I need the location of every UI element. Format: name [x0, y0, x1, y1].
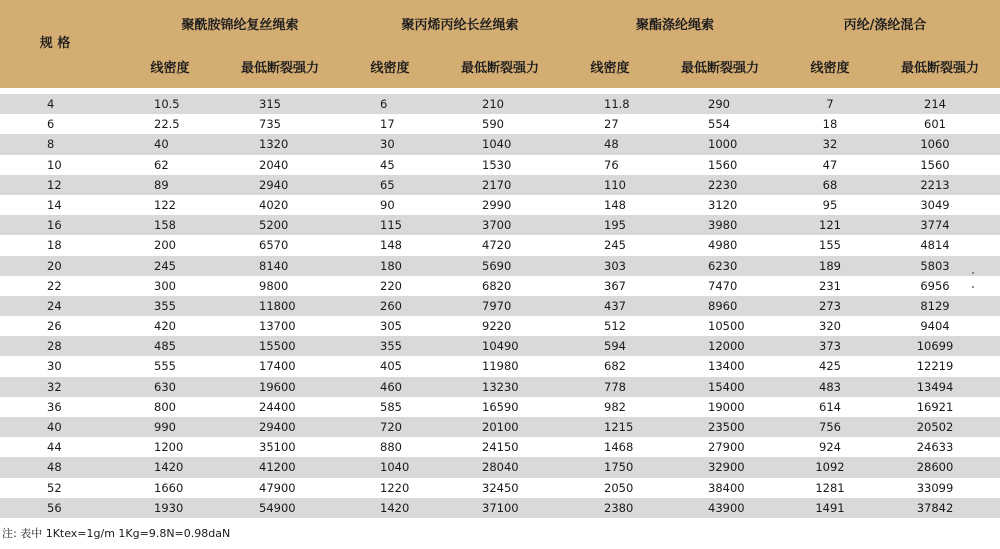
cell-nylon-density: 1660 — [154, 480, 184, 495]
cell-pp-density: 1220 — [380, 480, 410, 495]
cell-nylon-density: 40 — [154, 137, 169, 152]
cell-nylon-density: 355 — [154, 298, 176, 313]
cell-spec: 48 — [47, 460, 62, 475]
cell-nylon-density: 300 — [154, 278, 176, 293]
cell-pp-density: 585 — [380, 399, 402, 414]
cell-pp-density: 30 — [380, 137, 395, 152]
cell-mixed-density: 189 — [819, 258, 841, 273]
cell-nylon-strength: 2940 — [259, 177, 289, 192]
table-row — [0, 94, 1000, 114]
cell-pp-density: 148 — [380, 238, 402, 253]
cell-spec: 24 — [47, 298, 62, 313]
subheader-strength-3: 最低断裂强力 — [680, 61, 759, 76]
cell-pet-density: 2050 — [604, 480, 634, 495]
cell-spec: 20 — [47, 258, 62, 273]
table-row — [0, 336, 1000, 356]
cell-pp-density: 880 — [380, 440, 402, 455]
cell-pet-density: 982 — [604, 399, 626, 414]
cell-mixed-density: 1092 — [815, 460, 845, 475]
cell-pet-density: 76 — [604, 157, 619, 172]
subheader-density-2: 线密度 — [370, 61, 410, 76]
cell-mixed-strength: 6956 — [920, 278, 950, 293]
cell-pp-strength: 2170 — [482, 177, 512, 192]
cell-nylon-strength: 1320 — [259, 137, 289, 152]
cell-pp-strength: 32450 — [482, 480, 519, 495]
speck — [972, 286, 974, 288]
cell-pet-strength: 7470 — [708, 278, 738, 293]
cell-mixed-density: 614 — [819, 399, 841, 414]
cell-mixed-strength: 1060 — [920, 137, 950, 152]
cell-mixed-density: 155 — [819, 238, 841, 253]
cell-pet-strength: 32900 — [708, 460, 745, 475]
cell-pp-strength: 28040 — [482, 460, 519, 475]
cell-pp-density: 1420 — [380, 500, 410, 515]
speck — [972, 272, 974, 274]
cell-nylon-density: 485 — [154, 339, 176, 354]
cell-pet-density: 195 — [604, 218, 626, 233]
cell-mixed-strength: 8129 — [920, 298, 950, 313]
subheader-strength-4: 最低断裂强力 — [900, 61, 979, 76]
cell-pp-strength: 20100 — [482, 420, 519, 434]
table-row — [0, 256, 1000, 276]
cell-nylon-density: 245 — [154, 258, 176, 273]
cell-pet-density: 594 — [604, 339, 626, 354]
cell-mixed-density: 320 — [819, 319, 841, 334]
cell-pp-strength: 1530 — [482, 157, 512, 172]
subheader-density-3: 线密度 — [590, 61, 630, 76]
cell-nylon-strength: 17400 — [259, 359, 296, 374]
cell-pet-strength: 13400 — [708, 359, 745, 374]
cell-mixed-strength: 9404 — [920, 319, 950, 334]
cell-mixed-density: 231 — [819, 278, 841, 293]
table-row — [0, 498, 1000, 518]
cell-mixed-strength: 12219 — [916, 359, 954, 374]
cell-pet-density: 367 — [604, 278, 626, 293]
table-row — [0, 417, 1000, 437]
cell-pet-density: 27 — [604, 117, 619, 132]
cell-nylon-density: 62 — [154, 157, 169, 172]
table-row — [0, 175, 1000, 195]
subheader-strength-2: 最低断裂强力 — [460, 61, 539, 76]
cell-spec: 18 — [47, 238, 62, 253]
cell-pet-density: 512 — [604, 319, 626, 334]
cell-mixed-density: 95 — [822, 197, 838, 212]
cell-nylon-strength: 47900 — [259, 480, 296, 495]
cell-pp-density: 460 — [380, 379, 402, 394]
cell-spec: 56 — [47, 500, 62, 515]
cell-pet-strength: 27900 — [708, 440, 745, 455]
table-row — [0, 134, 1000, 154]
cell-nylon-density: 122 — [154, 197, 176, 212]
cell-mixed-density: 1281 — [815, 480, 845, 495]
table-row — [0, 155, 1000, 175]
cell-pp-density: 45 — [380, 157, 395, 172]
table-row — [0, 114, 1000, 134]
cell-mixed-strength: 20502 — [916, 420, 954, 434]
cell-pp-density: 220 — [380, 278, 402, 293]
cell-pp-strength: 24150 — [482, 440, 519, 455]
cell-pp-density: 17 — [380, 117, 395, 132]
cell-pp-density: 355 — [380, 339, 402, 354]
cell-pet-strength: 290 — [708, 97, 730, 111]
table-row — [0, 377, 1000, 397]
cell-pet-density: 110 — [604, 177, 626, 192]
group-header-polypropylene: 聚丙烯丙纶长丝绳索 — [401, 18, 519, 33]
cell-mixed-strength: 214 — [924, 97, 946, 111]
table-row — [0, 316, 1000, 336]
cell-nylon-strength: 24400 — [259, 399, 296, 414]
table-row — [0, 276, 1000, 296]
cell-pp-strength: 590 — [482, 117, 504, 132]
cell-pet-strength: 19000 — [708, 399, 745, 414]
cell-pet-density: 48 — [604, 137, 619, 152]
cell-spec: 8 — [47, 137, 55, 152]
cell-pp-strength: 37100 — [482, 500, 519, 515]
subheader-strength-1: 最低断裂强力 — [240, 61, 319, 76]
cell-nylon-strength: 19600 — [259, 379, 296, 394]
cell-pp-strength: 9220 — [482, 319, 512, 334]
cell-mixed-strength: 3774 — [920, 218, 950, 233]
cell-spec: 40 — [47, 420, 62, 434]
cell-nylon-density: 1930 — [154, 500, 184, 515]
cell-mixed-strength: 24633 — [916, 440, 954, 455]
cell-mixed-strength: 5803 — [920, 258, 950, 273]
cell-nylon-density: 1200 — [154, 440, 184, 455]
cell-nylon-strength: 35100 — [259, 440, 296, 455]
cell-pet-density: 11.8 — [604, 97, 630, 111]
cell-mixed-strength: 3049 — [920, 197, 950, 212]
cell-pet-strength: 10500 — [708, 319, 745, 334]
cell-pp-strength: 3700 — [482, 218, 512, 233]
cell-nylon-density: 800 — [154, 399, 176, 414]
group-header-mixed: 丙纶/涤纶混合 — [843, 18, 927, 33]
table-header — [0, 0, 1000, 88]
cell-pet-strength: 3120 — [708, 197, 738, 212]
table-body — [0, 94, 1000, 518]
cell-nylon-density: 22.5 — [154, 117, 180, 132]
cell-nylon-strength: 6570 — [259, 238, 289, 253]
cell-mixed-density: 924 — [819, 440, 841, 455]
table-row — [0, 437, 1000, 457]
cell-spec: 30 — [47, 359, 62, 374]
cell-pet-strength: 23500 — [708, 420, 745, 434]
cell-pp-strength: 16590 — [482, 399, 519, 414]
cell-pet-strength: 6230 — [708, 258, 738, 273]
cell-pet-strength: 3980 — [708, 218, 738, 233]
cell-nylon-strength: 8140 — [259, 258, 289, 273]
cell-spec: 44 — [47, 440, 62, 455]
cell-pp-strength: 13230 — [482, 379, 519, 394]
table-row — [0, 478, 1000, 498]
cell-pet-density: 437 — [604, 298, 626, 313]
cell-spec: 22 — [47, 278, 62, 293]
cell-mixed-density: 121 — [819, 218, 841, 233]
cell-pet-density: 245 — [604, 238, 626, 253]
cell-spec: 26 — [47, 319, 62, 334]
cell-pet-strength: 43900 — [708, 500, 745, 515]
spec-header: 规 格 — [39, 36, 71, 51]
footnote: 注: 表中 1Ktex=1g/m 1Kg=9.8N=0.98daN — [2, 527, 231, 540]
cell-spec: 36 — [47, 399, 62, 414]
subheader-density-1: 线密度 — [150, 61, 190, 76]
cell-pet-density: 1215 — [604, 420, 634, 434]
table-row — [0, 215, 1000, 235]
cell-pet-strength: 8960 — [708, 298, 738, 313]
cell-pp-strength: 4720 — [482, 238, 512, 253]
cell-nylon-strength: 41200 — [259, 460, 296, 475]
cell-mixed-strength: 37842 — [916, 500, 954, 515]
cell-pp-strength: 1040 — [482, 137, 512, 152]
cell-mixed-strength: 1560 — [920, 157, 950, 172]
cell-mixed-density: 1491 — [815, 500, 845, 515]
cell-pet-strength: 4980 — [708, 238, 738, 253]
cell-pp-density: 405 — [380, 359, 402, 374]
cell-pp-density: 305 — [380, 319, 402, 334]
cell-nylon-strength: 5200 — [259, 218, 289, 233]
cell-mixed-density: 373 — [819, 339, 841, 354]
cell-spec: 28 — [47, 339, 62, 354]
cell-nylon-density: 555 — [154, 359, 176, 374]
cell-pet-strength: 1560 — [708, 157, 738, 172]
cell-pet-density: 148 — [604, 197, 626, 212]
cell-spec: 32 — [47, 379, 62, 394]
cell-pp-strength: 210 — [482, 97, 504, 111]
cell-spec: 14 — [47, 197, 62, 212]
cell-mixed-strength: 2213 — [920, 177, 950, 192]
cell-nylon-strength: 11800 — [259, 298, 296, 313]
cell-mixed-strength: 4814 — [920, 238, 950, 253]
table-row — [0, 296, 1000, 316]
cell-pp-strength: 2990 — [482, 197, 512, 212]
cell-mixed-strength: 10699 — [916, 339, 954, 354]
table-row — [0, 195, 1000, 215]
cell-nylon-density: 1420 — [154, 460, 184, 475]
cell-nylon-strength: 2040 — [259, 157, 289, 172]
cell-pp-density: 6 — [380, 97, 388, 111]
cell-mixed-density: 756 — [819, 420, 841, 434]
subheader-density-4: 线密度 — [810, 61, 850, 76]
cell-pp-density: 180 — [380, 258, 402, 273]
cell-nylon-density: 158 — [154, 218, 176, 233]
cell-mixed-strength: 16921 — [916, 399, 954, 414]
cell-nylon-density: 89 — [154, 177, 169, 192]
cell-spec: 10 — [47, 157, 62, 172]
cell-spec: 12 — [47, 177, 62, 192]
cell-mixed-density: 425 — [819, 359, 841, 374]
cell-mixed-density: 7 — [826, 97, 834, 111]
cell-pet-density: 2380 — [604, 500, 634, 515]
cell-pet-density: 682 — [604, 359, 626, 374]
cell-mixed-density: 483 — [819, 379, 841, 394]
cell-pp-strength: 5690 — [482, 258, 512, 273]
cell-nylon-strength: 9800 — [259, 278, 289, 293]
cell-nylon-strength: 13700 — [259, 319, 296, 334]
table-row — [0, 235, 1000, 255]
cell-mixed-strength: 28600 — [916, 460, 954, 475]
cell-pet-density: 1750 — [604, 460, 634, 475]
cell-nylon-strength: 29400 — [259, 420, 296, 434]
cell-pet-strength: 38400 — [708, 480, 745, 495]
cell-pp-density: 115 — [380, 218, 402, 233]
table-row — [0, 356, 1000, 376]
cell-nylon-strength: 54900 — [259, 500, 296, 515]
cell-pp-density: 90 — [380, 197, 395, 212]
cell-pp-strength: 10490 — [482, 339, 519, 354]
group-header-polyester: 聚酯涤纶绳索 — [635, 18, 714, 33]
cell-nylon-density: 420 — [154, 319, 176, 334]
cell-pp-strength: 6820 — [482, 278, 512, 293]
cell-nylon-strength: 315 — [259, 97, 281, 111]
table-row — [0, 457, 1000, 477]
cell-pet-strength: 2230 — [708, 177, 738, 192]
group-header-nylon: 聚酰胺锦纶复丝绳索 — [181, 18, 299, 33]
cell-pet-strength: 554 — [708, 117, 730, 132]
cell-pet-strength: 15400 — [708, 379, 745, 394]
cell-pet-strength: 12000 — [708, 339, 745, 354]
cell-pp-density: 1040 — [380, 460, 410, 475]
cell-mixed-strength: 13494 — [916, 379, 954, 394]
cell-nylon-density: 10.5 — [154, 97, 180, 111]
table-row — [0, 397, 1000, 417]
cell-nylon-density: 990 — [154, 420, 176, 434]
cell-mixed-density: 273 — [819, 298, 841, 313]
cell-mixed-strength: 601 — [924, 117, 946, 132]
cell-nylon-strength: 4020 — [259, 197, 289, 212]
cell-mixed-density: 47 — [822, 157, 838, 172]
cell-pet-strength: 1000 — [708, 137, 738, 152]
cell-nylon-density: 200 — [154, 238, 176, 253]
cell-nylon-strength: 15500 — [259, 339, 296, 354]
cell-spec: 4 — [47, 97, 55, 111]
cell-mixed-density: 32 — [822, 137, 838, 152]
cell-nylon-strength: 735 — [259, 117, 281, 132]
cell-nylon-density: 630 — [154, 379, 176, 394]
cell-pet-density: 778 — [604, 379, 626, 394]
cell-spec: 52 — [47, 480, 62, 495]
cell-pp-strength: 7970 — [482, 298, 512, 313]
cell-pp-density: 65 — [380, 177, 395, 192]
cell-pp-density: 260 — [380, 298, 402, 313]
cell-mixed-density: 68 — [822, 177, 838, 192]
cell-spec: 6 — [47, 117, 55, 132]
cell-mixed-strength: 33099 — [916, 480, 954, 495]
cell-pet-density: 303 — [604, 258, 626, 273]
cell-pp-strength: 11980 — [482, 359, 519, 374]
cell-mixed-density: 18 — [822, 117, 838, 132]
cell-pet-density: 1468 — [604, 440, 634, 455]
cell-spec: 16 — [47, 218, 62, 233]
cell-pp-density: 720 — [380, 420, 402, 434]
